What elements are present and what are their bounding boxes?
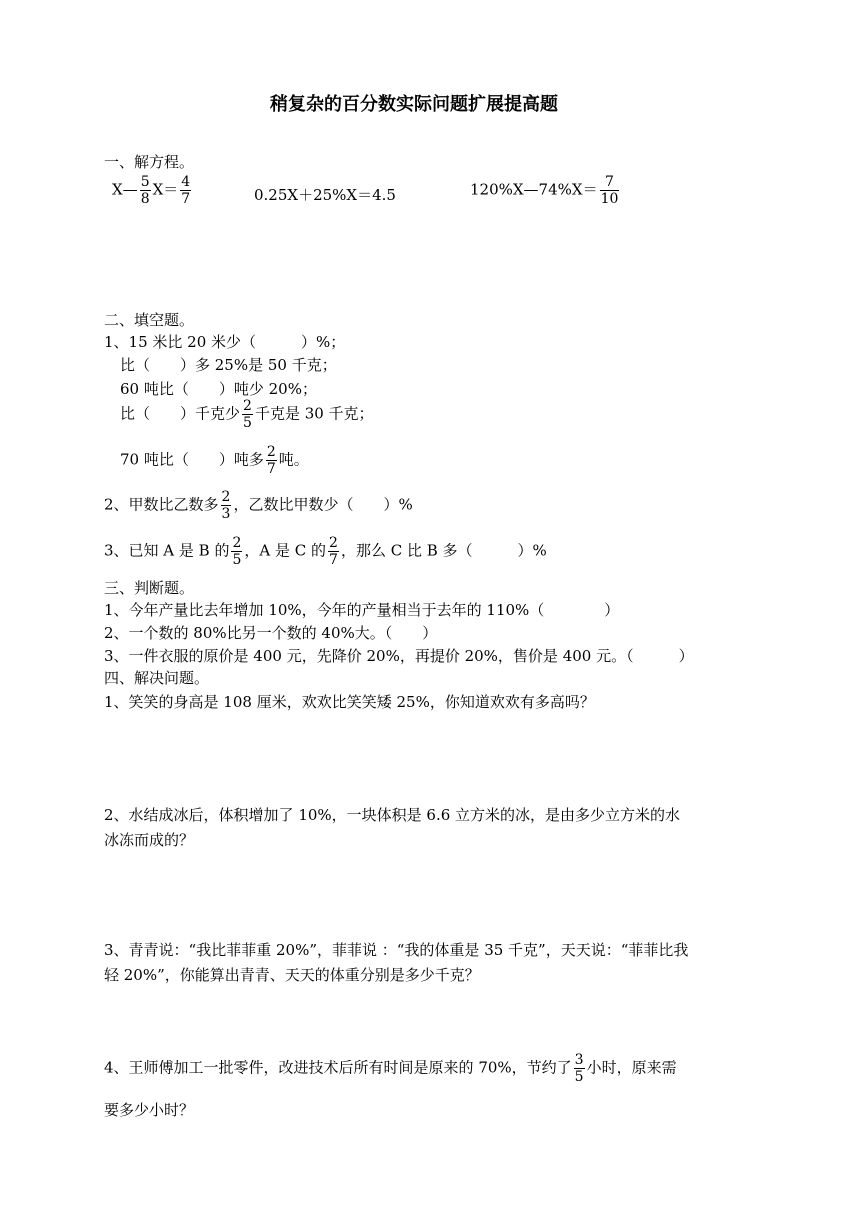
judge-q3: 3、一件衣服的原价是 400 元，先降价 20%，再提价 20%，售价是 400 元。（ ） [104,647,694,665]
problem-3-line1: 3、青青说：“我比菲菲重 20%”，菲菲说 ：“我的体重是 35 千克”，天天说：“菲菲比我 [104,941,689,959]
judge-q1: 1、今年产量比去年增加 10%，今年的产量相当于去年的 110%（ ） [104,601,620,619]
problem-2-line1: 2、水结成冰后，体积增加了 10%，一块体积是 6.6 立方米的冰，是由多少立方米的水 [104,806,681,824]
problem-4-line1: 4、王师傅加工一批零件，改进技术后所有时间是原来的 70%，节约了 $\frac{3}{5}$ 小时，原来需 [104,1052,677,1086]
fill-q1d: 比（ ）千克少 $\frac{2}{5}$ 千克是 30 千克； [120,398,374,432]
equation-2: 0.25X＋25%X＝4.5 [254,186,396,204]
section3-heading: 三、判断题。 [104,579,195,597]
fraction: $\frac{3}{5}$ [574,1052,584,1086]
equation-1 [112,174,193,207]
fraction: $\frac{2}{5}$ [232,535,242,569]
section1-heading: 一、解方程。 [104,153,195,171]
problem-2-line2: 冰冻而成的？ [104,831,195,849]
judge-q2: 2、一个数的 80%比另一个数的 40%大。（ ） [104,624,438,642]
fill-q3: 3、已知 A 是 B 的 $\frac{2}{5}$ ，A 是 C 的 $\frac{2}{7}$ ，那么 C 比 B 多（ ）% [104,535,547,569]
page-title: 稍复杂的百分数实际问题扩展提高题 [270,94,558,115]
fill-q1a: 1、15 米比 20 米少（ ）%； [104,333,346,351]
fraction: $\frac{7}{10}$ [600,174,619,208]
fraction: $\frac{2}{3}$ [221,489,231,523]
eq1-part-a: X— [112,180,138,199]
fraction: $\frac{4}{7}$ [181,174,191,208]
section4-heading: 四、解决问题。 [104,669,210,687]
fraction: $\frac{2}{5}$ [243,398,252,432]
problem-3-line2: 轻 20%”，你能算出青青、天天的体重分别是多少千克？ [104,966,480,984]
fraction: $\frac{2}{7}$ [329,535,338,569]
equation-3 [470,174,621,207]
problem-4-line2: 要多少小时？ [104,1101,195,1119]
eq3-part-a: 120%X—74%X＝ [470,180,598,199]
fill-q1b: 比（ ）多 25%是 50 千克； [120,356,337,374]
fraction: $\frac{2}{7}$ [266,444,276,478]
problem-1: 1、笑笑的身高是 108 厘米，欢欢比笑笑矮 25%，你知道欢欢有多高吗？ [104,693,595,711]
fill-q2: 2、甲数比乙数多 $\frac{2}{3}$ ，乙数比甲数少（ ）% [104,489,413,523]
fraction: $\frac{5}{8}$ [140,174,150,208]
section2-heading: 二、填空题。 [104,311,195,329]
eq1-part-b: X＝ [152,180,179,199]
fill-q1c: 60 吨比（ ）吨少 20%； [120,380,317,398]
fill-q1e: 70 吨比（ ）吨多 $\frac{2}{7}$ 吨。 [120,444,309,478]
